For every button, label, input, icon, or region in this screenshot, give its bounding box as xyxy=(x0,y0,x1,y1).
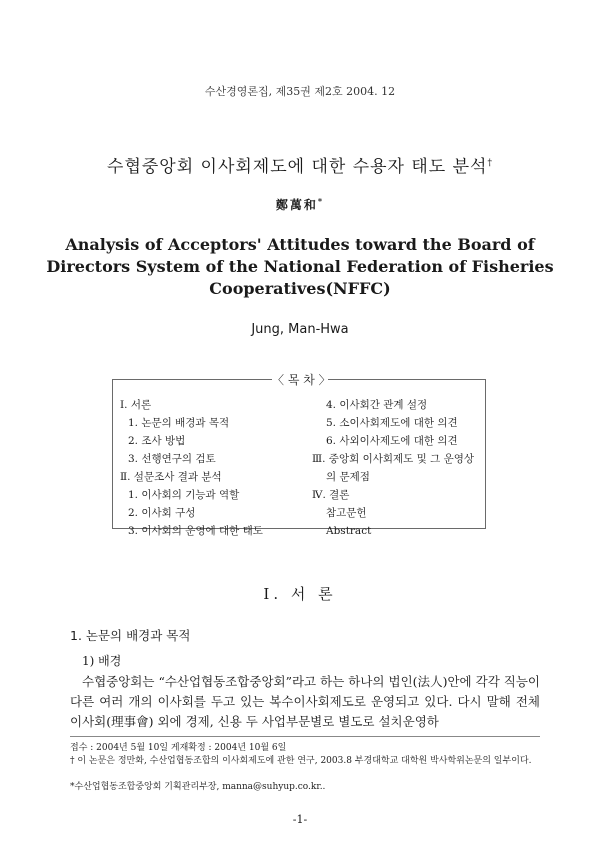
footnote-2: *수산업협동조합중앙회 기획관리부장, manna@suhyup.co.kr.. xyxy=(70,782,326,792)
author-korean xyxy=(0,196,600,213)
footnote-1: † 이 논문은 정만화, 수산업협동조합의 이사회제도에 관한 연구, 2003.8 부경대학교 대학원 박사학위논문의 일부이다. xyxy=(70,756,532,766)
english-title: Analysis of Acceptors' Attitudes toward the Board of Directors System of the National Federation of Fisheries Cooperatives(NFFC) xyxy=(46,235,554,298)
toc-item[interactable]: 1. 이사회의 기능과 역할 xyxy=(128,489,240,501)
subsection-heading: 1. 논문의 배경과 목적 xyxy=(70,628,191,643)
toc-item[interactable]: 4. 이사회간 관계 설정 xyxy=(326,399,428,411)
toc-heading: 〈 목 차 〉 xyxy=(272,373,331,387)
toc-item[interactable]: 6. 사외이사제도에 대한 의견 xyxy=(326,435,458,447)
journal-header: 수산경영론집, 제35권 제2호 2004. 12 xyxy=(204,85,396,98)
author-korean-name: 鄭萬和 xyxy=(275,198,318,212)
toc-item[interactable]: 2. 이사회 구성 xyxy=(128,507,196,519)
section-heading: Ⅰ. 서 론 xyxy=(263,585,337,603)
toc-right-column xyxy=(312,396,474,540)
footnote-dates: 접수 : 2004년 5월 10일 게재확정 : 2004년 10월 6일 xyxy=(70,743,287,753)
toc-item[interactable]: Abstract xyxy=(326,525,372,537)
toc-item[interactable]: Ⅳ. 결론 xyxy=(312,489,350,501)
toc-item[interactable]: 2. 조사 방법 xyxy=(128,435,186,447)
page-number: -1- xyxy=(292,813,308,826)
author-footnote-mark: * xyxy=(317,196,325,206)
toc-item[interactable]: Ⅲ. 중앙회 이사회제도 및 그 운영상 xyxy=(312,453,475,465)
author-english: Jung, Man-Hwa xyxy=(251,322,349,337)
toc-left-column xyxy=(120,396,263,540)
toc-item[interactable]: 1. 논문의 배경과 목적 xyxy=(128,417,230,429)
korean-title-text: 수협중앙회 이사회제도에 대한 수용자 태도 분석 xyxy=(107,157,488,177)
toc-item[interactable]: 3. 이사회의 운영에 대한 태도 xyxy=(128,525,263,537)
toc-item[interactable]: Ⅱ. 설문조사 결과 분석 xyxy=(120,471,222,483)
toc-item[interactable]: 참고문헌 xyxy=(326,507,367,519)
toc-item[interactable]: 3. 선행연구의 검토 xyxy=(128,453,216,465)
toc-item: 의 문제점 xyxy=(326,471,370,483)
body-text: 수협중앙회는 “수산업협동조합중앙회”라고 하는 하나의 법인(法人)안에 각각 직능이 다른 여러 개의 이사회를 두고 있는 복수이사회제도로 운영되고 있다. 다시 말해 전체이사회(理事會) 외에 경제, 신용 두 사업부문별로 별도로 설치운영하 xyxy=(70,674,540,729)
toc-item[interactable]: 5. 소이사회제도에 대한 의견 xyxy=(326,417,458,429)
korean-title xyxy=(0,152,600,177)
toc-item[interactable]: Ⅰ. 서론 xyxy=(120,399,152,411)
footnote-divider xyxy=(70,736,540,737)
body-paragraph xyxy=(70,672,540,732)
subsubsection-heading: 1) 배경 xyxy=(82,654,122,668)
title-footnote-mark: † xyxy=(487,158,493,169)
